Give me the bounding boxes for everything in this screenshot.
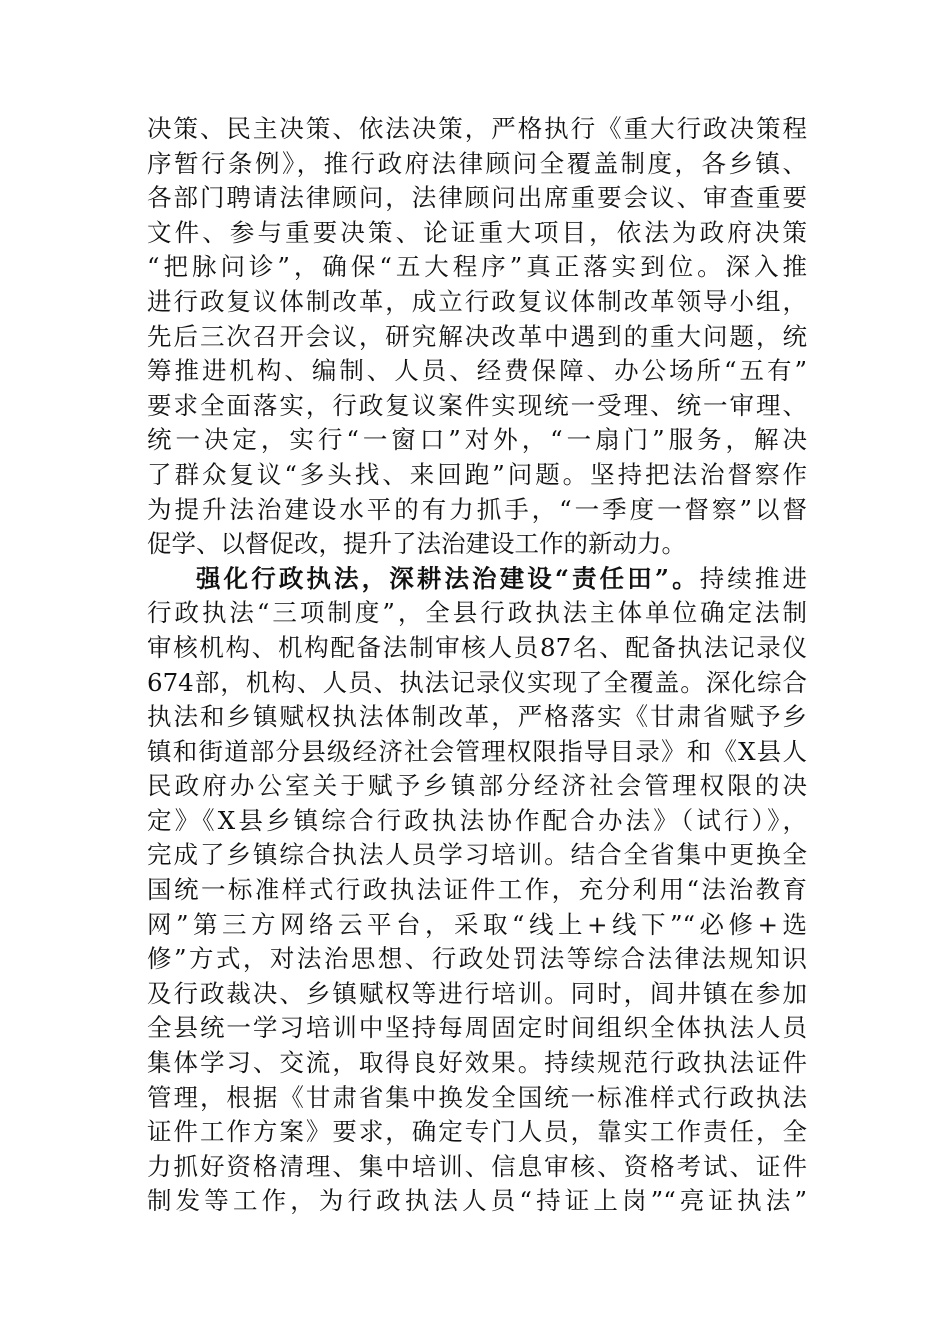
text-line: 集体学习、交流，取得良好效果。持续规范行政执法证件 <box>147 1048 807 1078</box>
text-line: 进行政复议体制改革，成立行政复议体制改革领导小组， <box>147 286 807 316</box>
text-line: 要求全面落实，行政复议案件实现统一受理、统一审理、 <box>147 390 807 420</box>
text-line: 完成了乡镇综合执法人员学习培训。结合全省集中更换全 <box>147 840 807 870</box>
document-body <box>147 112 807 1219</box>
text-line: 及行政裁决、乡镇赋权等进行培训。同时，闾井镇在参加 <box>147 978 807 1008</box>
text-line: 筹推进机构、编制、人员、经费保障、办公场所“五有” <box>147 356 807 386</box>
text-line: 为提升法治建设水平的有力抓手，“一季度一督察”以督 <box>147 494 807 524</box>
text-run: 持续推进 <box>699 563 807 593</box>
text-line: “把脉问诊”，确保“五大程序”真正落实到位。深入推 <box>147 252 807 282</box>
paragraph-first-line <box>147 562 807 597</box>
text-line: 证件工作方案》要求，确定专门人员，靠实工作责任，全 <box>147 1117 807 1147</box>
text-line: 审核机构、机构配备法制审核人员87名、配备执法记录仪 <box>147 632 807 662</box>
text-line: 促学、以督促改，提升了法治建设工作的新动力。 <box>147 529 686 559</box>
text-line: 力抓好资格清理、集中培训、信息审核、资格考试、证件 <box>147 1151 807 1181</box>
text-line: 制发等工作，为行政执法人员“持证上岗”“亮证执法” <box>147 1186 807 1216</box>
text-line: 各部门聘请法律顾问，法律顾问出席重要会议、审查重要 <box>147 183 807 213</box>
text-line: 修”方式，对法治思想、行政处罚法等综合法律法规知识 <box>147 944 807 974</box>
text-line: 管理，根据《甘肃省集中换发全国统一标准样式行政执法 <box>147 1082 807 1112</box>
text-line: 统一决定，实行“一窗口”对外，“一扇门”服务，解决 <box>147 425 807 455</box>
text-line: 镇和街道部分县级经济社会管理权限指导目录》和《X县人 <box>147 736 807 766</box>
text-line: 网”第三方网络云平台，采取“线上+线下”“必修+选 <box>147 909 807 939</box>
text-line: 全县统一学习培训中坚持每周固定时间组织全体执法人员 <box>147 1013 807 1043</box>
text-line: 执法和乡镇赋权执法体制改革，严格落实《甘肃省赋予乡 <box>147 702 807 732</box>
text-line: 674部，机构、人员、执法记录仪实现了全覆盖。深化综合 <box>147 667 807 697</box>
text-line: 行政执法“三项制度”，全县行政执法主体单位确定法制 <box>147 598 807 628</box>
text-line: 民政府办公室关于赋予乡镇部分经济社会管理权限的决 <box>147 771 807 801</box>
text-line: 国统一标准样式行政执法证件工作，充分利用“法治教育 <box>147 875 807 905</box>
text-line: 文件、参与重要决策、论证重大项目，依法为政府决策 <box>147 217 807 247</box>
text-line: 定》《X县乡镇综合行政执法协作配合办法》（试行）》， <box>147 805 807 835</box>
text-line: 序暂行条例》，推行政府法律顾问全覆盖制度，各乡镇、 <box>147 148 807 178</box>
text-line: 了群众复议“多头找、来回跑”问题。坚持把法治督察作 <box>147 459 807 489</box>
text-line: 先后三次召开会议，研究解决改革中遇到的重大问题，统 <box>147 321 807 351</box>
section-heading: 强化行政执法，深耕法治建设“责任田”。 <box>196 563 700 593</box>
text-line: 决策、民主决策、依法决策，严格执行《重大行政决策程 <box>147 114 807 143</box>
